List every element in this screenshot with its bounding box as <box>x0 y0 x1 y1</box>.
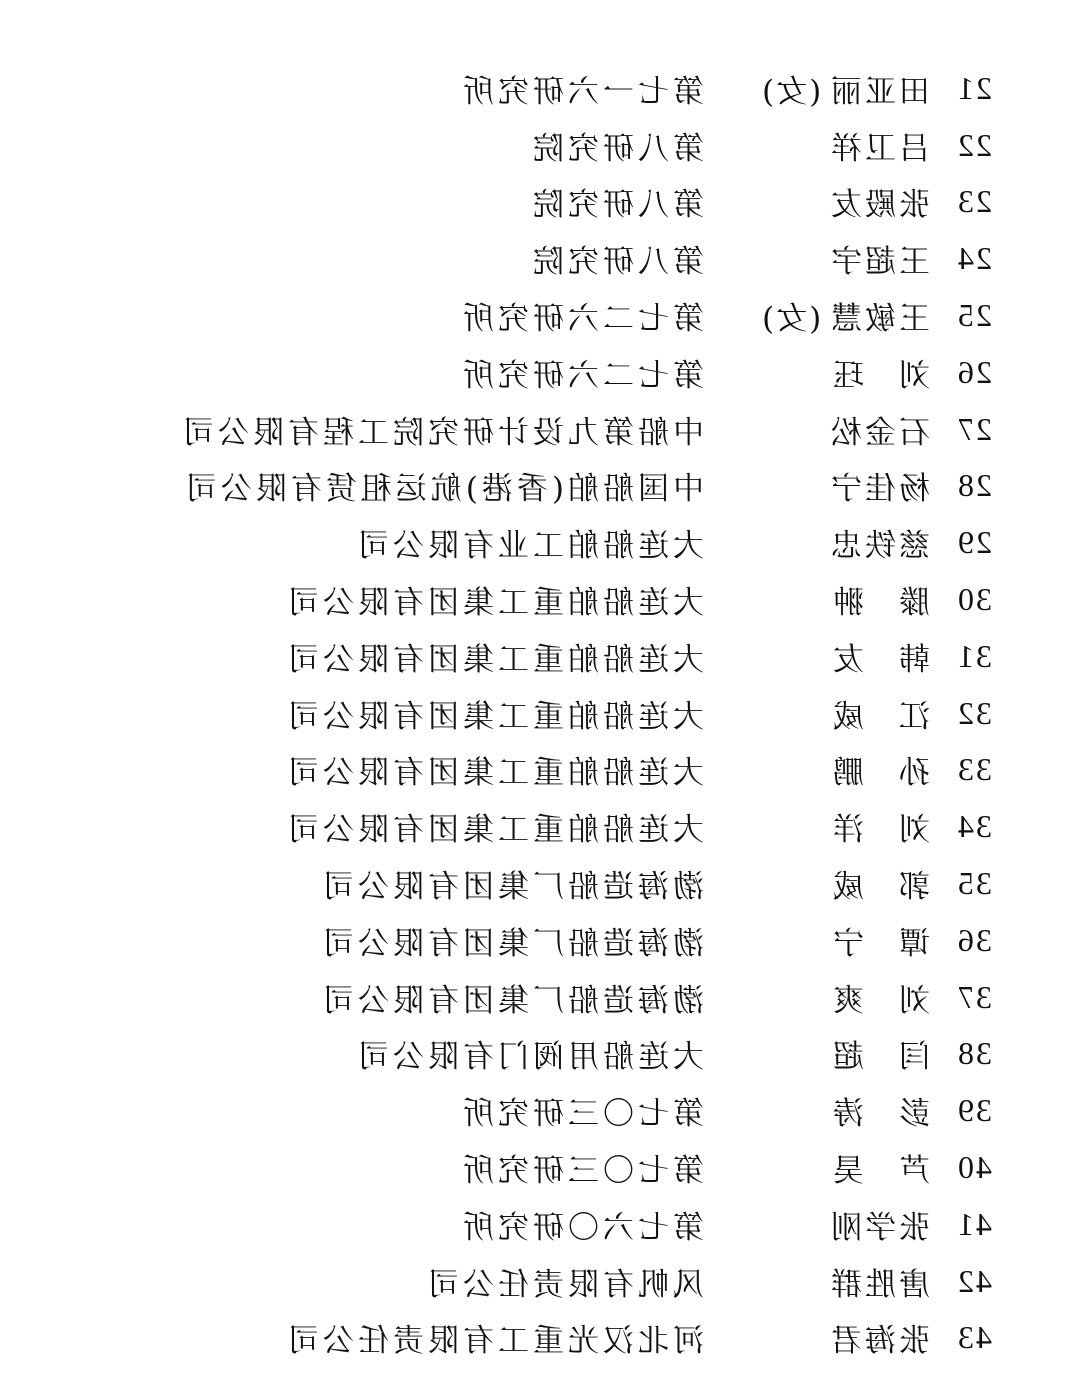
list-item <box>92 1139 992 1196</box>
list-item <box>92 1026 992 1083</box>
list-item <box>92 571 992 628</box>
organization: 河北汉光重工有限责任公司 <box>284 1323 704 1360</box>
entry-number: 40 <box>956 1149 992 1186</box>
list-item <box>92 1196 992 1253</box>
person-name: 刘 爽 <box>830 982 930 1019</box>
list-item <box>92 230 992 287</box>
organization: 大连船舶重工集团有限公司 <box>284 641 704 678</box>
personnel-list <box>92 60 992 1366</box>
person-name: 谭 宁 <box>830 925 930 962</box>
entry-number: 26 <box>956 353 992 390</box>
list-item <box>92 969 992 1026</box>
list-item <box>92 287 992 344</box>
organization: 中国船舶(香港)航运租赁有限公司 <box>181 471 704 508</box>
person-name: 慈铁忠 <box>828 528 930 565</box>
person-name: 田亚丽 <box>828 73 930 110</box>
entry-number: 42 <box>956 1262 992 1299</box>
organization: 渤海造船厂集团有限公司 <box>319 925 704 962</box>
organization: 第八研究院 <box>529 130 704 167</box>
person-name: 杨佳宁 <box>828 471 930 508</box>
entry-number: 32 <box>956 694 992 731</box>
organization: 第八研究院 <box>529 244 704 281</box>
list-item <box>92 685 992 742</box>
list-item <box>92 742 992 799</box>
gender-note: (女) <box>760 73 822 110</box>
entry-number: 38 <box>956 1035 992 1072</box>
person-name: 韩 友 <box>830 641 930 678</box>
organization: 风帆有限责任公司 <box>424 1266 704 1303</box>
person-name: 孙 鹏 <box>830 755 930 792</box>
list-item <box>92 855 992 912</box>
list-item <box>92 514 992 571</box>
person-name: 芦 昊 <box>830 1153 930 1190</box>
list-item <box>92 60 992 117</box>
organization: 第七一六研究所 <box>459 73 704 110</box>
gender-note: (女) <box>760 301 822 338</box>
entry-number: 25 <box>956 297 992 334</box>
entry-number: 33 <box>956 751 992 788</box>
person-name: 滕 翀 <box>830 585 930 622</box>
organization: 第七〇三研究所 <box>459 1096 704 1133</box>
person-name: 刘 珏 <box>830 357 930 394</box>
entry-number: 37 <box>956 978 992 1015</box>
person-name: 刘 洋 <box>830 812 930 849</box>
organization: 大连船舶工业有限公司 <box>354 528 704 565</box>
organization: 渤海造船厂集团有限公司 <box>319 869 704 906</box>
entry-number: 27 <box>956 410 992 447</box>
organization: 大连船舶重工集团有限公司 <box>284 698 704 735</box>
person-name: 江 威 <box>830 698 930 735</box>
entry-number: 28 <box>956 467 992 504</box>
list-item <box>92 458 992 515</box>
organization: 第七二六研究所 <box>459 301 704 338</box>
list-item <box>92 401 992 458</box>
organization: 大连船舶重工集团有限公司 <box>284 755 704 792</box>
organization: 大连船舶重工集团有限公司 <box>284 812 704 849</box>
person-name: 石金松 <box>828 414 930 451</box>
organization: 第七六〇研究所 <box>459 1209 704 1246</box>
person-name: 吕卫祥 <box>828 130 930 167</box>
person-name: 王敏慧 <box>828 301 930 338</box>
organization: 第八研究院 <box>529 187 704 224</box>
entry-number: 35 <box>956 865 992 902</box>
person-name: 张海君 <box>828 1323 930 1360</box>
organization: 第七二六研究所 <box>459 357 704 394</box>
entry-number: 23 <box>956 183 992 220</box>
list-item <box>92 1310 992 1367</box>
person-name: 彭 涛 <box>830 1096 930 1133</box>
list-item <box>92 117 992 174</box>
organization: 渤海造船厂集团有限公司 <box>319 982 704 1019</box>
person-name: 闫 超 <box>830 1039 930 1076</box>
person-name: 唐胜群 <box>828 1266 930 1303</box>
entry-number: 21 <box>956 69 992 106</box>
entry-number: 41 <box>956 1205 992 1242</box>
list-item <box>92 344 992 401</box>
entry-number: 39 <box>956 1092 992 1129</box>
entry-number: 31 <box>956 637 992 674</box>
organization: 大连船舶重工集团有限公司 <box>284 585 704 622</box>
entry-number: 30 <box>956 581 992 618</box>
person-name: 郭 威 <box>830 869 930 906</box>
entry-number: 34 <box>956 808 992 845</box>
person-name: 王超宇 <box>828 244 930 281</box>
organization: 大连船用阀门有限公司 <box>354 1039 704 1076</box>
organization: 第七〇三研究所 <box>459 1153 704 1190</box>
list-item <box>92 798 992 855</box>
list-item <box>92 1253 992 1310</box>
entry-number: 24 <box>956 240 992 277</box>
list-item <box>92 174 992 231</box>
list-item <box>92 912 992 969</box>
entry-number: 43 <box>956 1319 992 1356</box>
list-item <box>92 1082 992 1139</box>
list-item <box>92 628 992 685</box>
person-name: 张殿友 <box>828 187 930 224</box>
person-name: 张学刚 <box>828 1209 930 1246</box>
entry-number: 29 <box>956 524 992 561</box>
entry-number: 36 <box>956 921 992 958</box>
organization: 中船第九设计研究院工程有限公司 <box>179 414 704 451</box>
entry-number: 22 <box>956 126 992 163</box>
